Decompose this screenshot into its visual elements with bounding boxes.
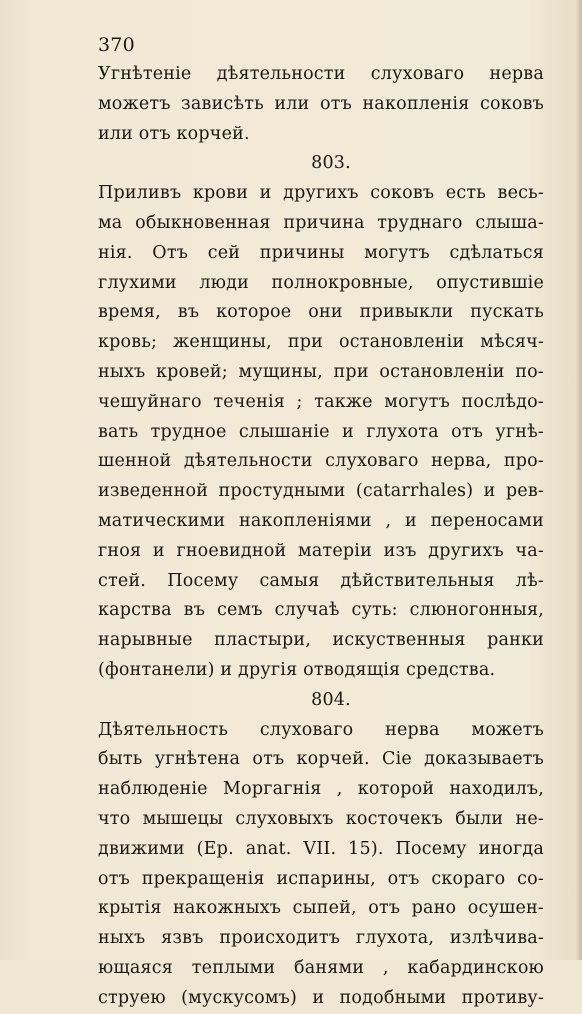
page-number: 370 bbox=[98, 34, 135, 56]
text-line: Дѣятельность слуховаго нерва можетъ bbox=[98, 719, 544, 740]
text-line: кровь; женщины, при остановленіи мѣсяч- bbox=[98, 332, 544, 353]
text-line: шенной дѣятельности слуховаго нерва, про- bbox=[98, 451, 544, 472]
text-line: быть угнѣтена отъ корчей. Сіе доказываетъ bbox=[98, 749, 544, 770]
text-line: стей. Посему самыя дѣйствительныя лѣ- bbox=[98, 570, 544, 591]
text-line: отъ прекращенія испарины, отъ скораго со- bbox=[98, 868, 544, 889]
text-line: ма обыкновенная причина труднаго слыша- bbox=[98, 212, 544, 233]
text-line: или отъ корчей. bbox=[98, 123, 250, 144]
text-line: можетъ зависѣть или отъ накопленія соковъ bbox=[98, 93, 544, 114]
text-line: вать трудное слышаніе и глухота отъ угнѣ- bbox=[98, 421, 544, 442]
text-line: крытія накожныхъ сыпей, отъ рано осушен- bbox=[98, 898, 544, 919]
text-line: чешуйнаго теченія ; также могутъ послѣдо- bbox=[98, 391, 544, 412]
text-line: матическими накопленіями , и переносами bbox=[98, 510, 544, 531]
text-line: что мышецы слуховыхъ косточекъ были не- bbox=[98, 808, 544, 829]
text-line: изведенной простудными (catarrhales) и рев- bbox=[98, 481, 544, 502]
text-line: ющаяся теплыми банями , кабардинскою bbox=[98, 957, 544, 978]
text-line: Приливъ крови и другихъ соковъ есть весь- bbox=[98, 183, 544, 204]
page-text bbox=[98, 30, 544, 1014]
text-line: гноя и гноевидной матеріи изъ другихъ ча- bbox=[98, 540, 544, 561]
text-line: наблюденіе Моргагнія , которой находилъ, bbox=[98, 779, 544, 800]
text-line: нія. Отъ сей причины могутъ сдѣлаться bbox=[98, 242, 544, 263]
section-number: 803. bbox=[311, 153, 351, 174]
text-line: Угнѣтеніе дѣятельности слуховаго нерва bbox=[98, 64, 544, 84]
section-number: 804. bbox=[311, 689, 351, 710]
text-line: (фонтанели) и другія отводящія средства. bbox=[98, 659, 496, 680]
page-edge-shadow bbox=[576, 0, 582, 960]
text-line: глухими люди полнокровные, опустившіе bbox=[98, 272, 544, 293]
text-line: струею (мускусомъ) и подобными противу- bbox=[98, 987, 544, 1008]
text-line: ныхъ кровей; мущины, при остановленіи по- bbox=[98, 361, 544, 382]
text-line: карства въ семъ случаѣ суть: слюногонныя, bbox=[98, 600, 544, 621]
text-line: движими (Ep. anat. VII. 15). Посему иногда bbox=[98, 838, 544, 859]
text-line: нарывные пластыри, искуственныя ранки bbox=[98, 630, 544, 651]
text-line: время, въ которое они привыкли пускать bbox=[98, 302, 544, 323]
paragraph-intro bbox=[98, 60, 544, 149]
text-line: ныхъ язвъ происходитъ глухота, излѣчива- bbox=[98, 928, 544, 949]
section-803 bbox=[98, 149, 544, 685]
section-804 bbox=[98, 686, 544, 1014]
